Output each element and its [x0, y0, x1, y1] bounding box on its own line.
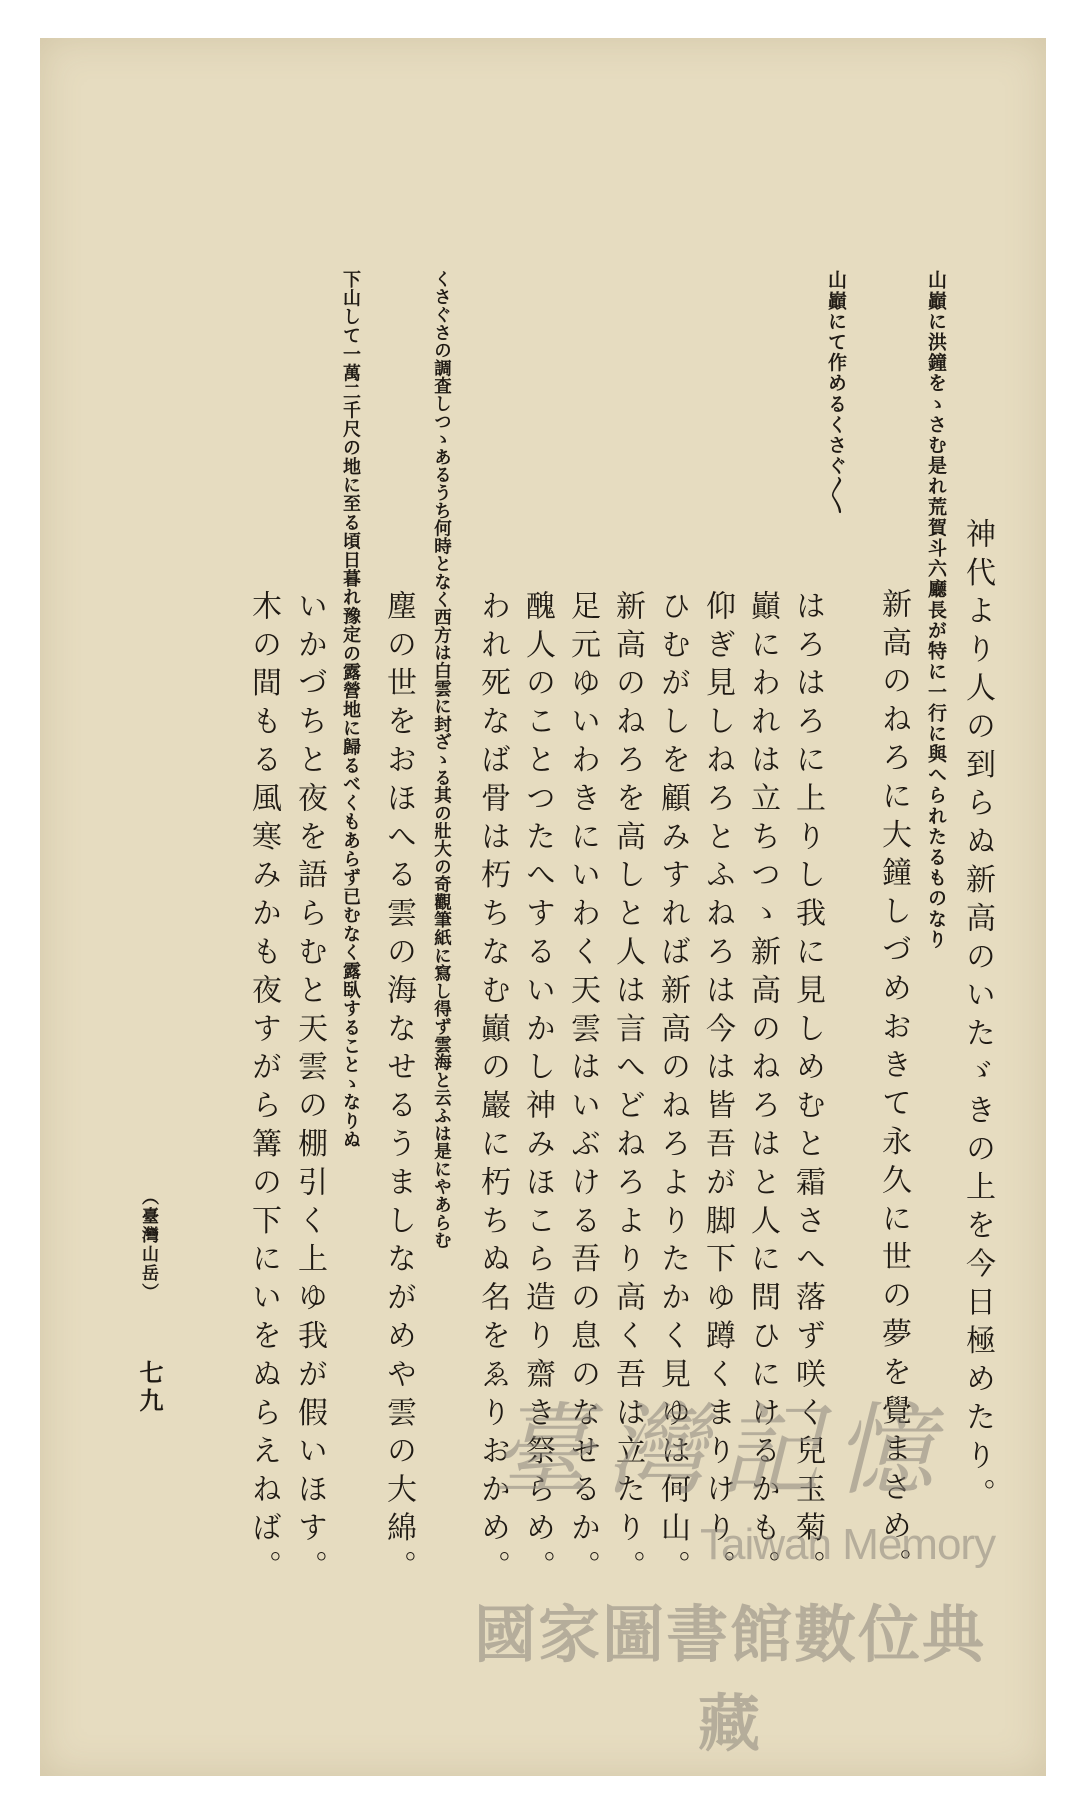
prose-note: 下山して一萬二千尺の地に至る頃日暮れ豫定の露營地に歸るべくもあらず已むなく露臥することゝなりぬ: [340, 270, 361, 1149]
poem-line: 足元ゆいわきにいわく天雲はいぶける吾の息のなせるか。: [565, 590, 600, 1589]
watermark-english: Taiwan Memory: [700, 1520, 996, 1569]
poem-line: われ死なば骨は朽ちなむ巓の巖に朽ちぬ名をゑりおかめ。: [475, 590, 510, 1589]
poem-line: はろはろに上りし我に見しめむと霜さへ落ず咲く兒玉菊。: [790, 590, 825, 1589]
poem-line: 醜人のことつたへするいかし神みほこら造り齋き祭らめ。: [520, 590, 555, 1589]
poem-line: いかづちと夜を語らむと天雲の棚引く上ゆ我が假いほす。: [292, 590, 327, 1589]
poem-line: 新高のねろに大鐘しづめおきて永久に世の夢を覺まさめ。: [876, 588, 911, 1587]
prose-note: 山巓に洪鐘をゝさむ是れ荒賀斗六廳長が特に一行に與へられたるものなり: [925, 270, 947, 950]
poem-line: 塵の世をおほへる雲の海なせるうましながめや雲の大綿。: [381, 590, 416, 1589]
watermark-library: 國家圖書館數位典藏: [473, 1598, 986, 1760]
poem-line: ひむがしを顧みすれば新高のねろよりたかく見ゆは何山。: [655, 590, 690, 1589]
section-heading: 山巓にて作めるくさぐ〳〵: [825, 270, 847, 516]
page-number: 七九: [135, 1360, 164, 1416]
poem-line: 木の間もる風寒みかも夜すがら篝の下にいをぬらえねば。: [246, 590, 281, 1589]
poem-line: 仰ぎ見しねろとふねろは今は皆吾が脚下ゆ蹲くまりけり。: [700, 590, 735, 1589]
book-page: [40, 38, 1046, 1776]
book-title-footer: （臺灣山岳）: [138, 1188, 158, 1302]
poem-line: 新高のねろを高しと人は言へどねろより高く吾は立たり。: [610, 590, 645, 1589]
poem-line: 巓にわれは立ちつゝ新高のねろはと人に問ひにけるかも。: [745, 590, 780, 1589]
watermark-script: 臺灣記憶: [492, 1392, 948, 1509]
poem-line: 神代より人の到らぬ新高のいたゞきの上を今日極めたり。: [960, 518, 995, 1517]
prose-note: くさぐさの調査しつゝあるうち何時となく西方は白雲に封ざゝる其の壯大の奇觀筆紙に寫し得ず雲海と云ふは是にやあらむ: [431, 270, 452, 1249]
